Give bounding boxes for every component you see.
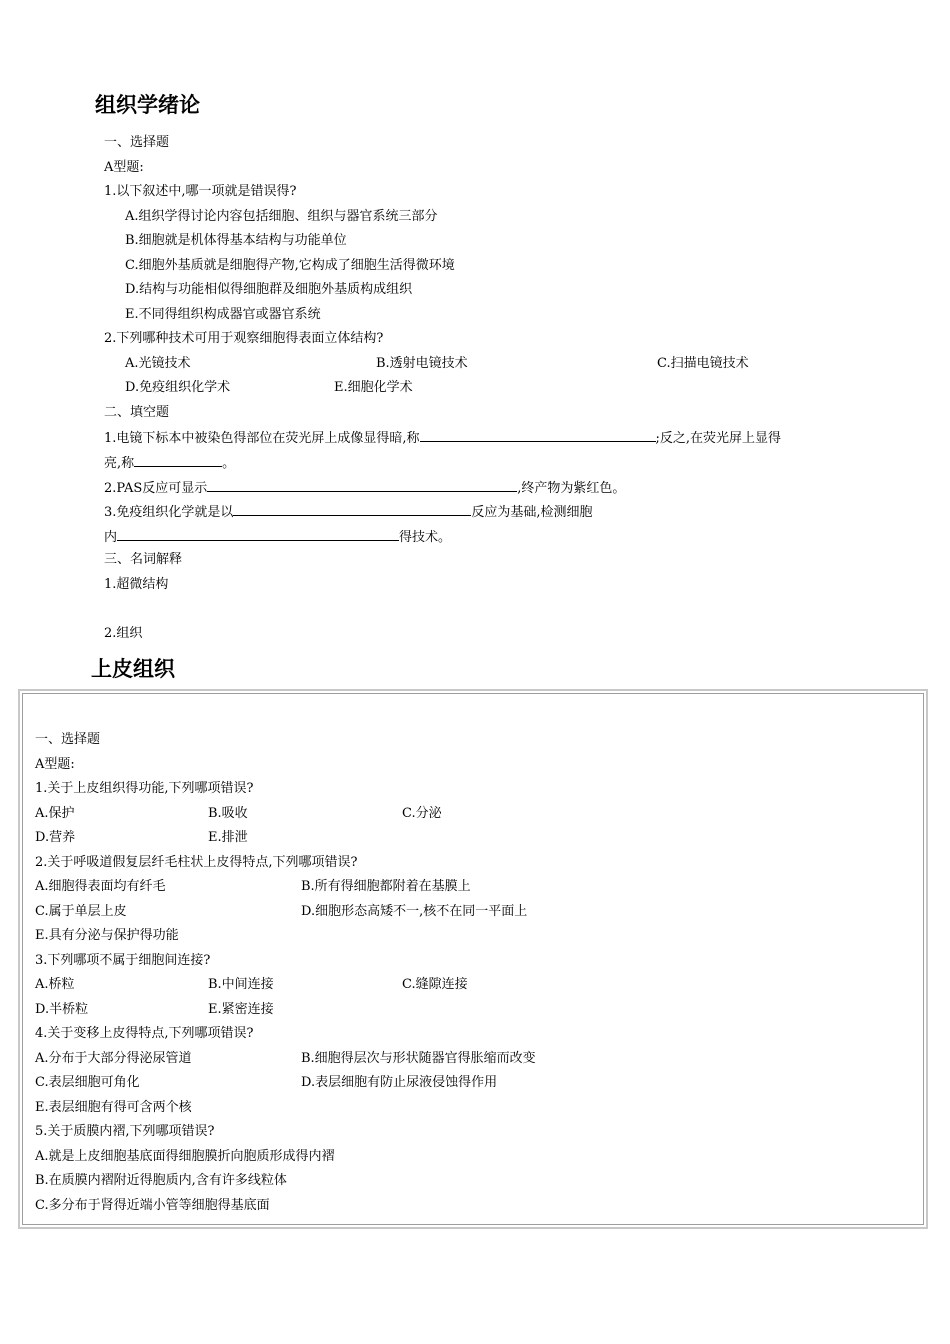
question-stem: 4.关于变移上皮得特点,下列哪项错误? (35, 1026, 254, 1041)
question-stem: 1.关于上皮组织得功能,下列哪项错误? (35, 781, 254, 796)
fill-question-3 (104, 502, 593, 522)
option-d: D.结构与功能相似得细胞群及细胞外基质构成组织 (125, 282, 413, 297)
fill-text: 反应为基础,检测细胞 (471, 505, 593, 520)
option-c: C.细胞外基质就是细胞得产物,它构成了细胞生活得微环境 (125, 258, 455, 273)
fill-question-1-cont (104, 453, 235, 473)
fill-text: 3.免疫组织化学就是以 (104, 505, 234, 520)
question-stem: 5.关于质膜内褶,下列哪项错误? (35, 1124, 215, 1139)
option-e: E.具有分泌与保护得功能 (35, 928, 179, 943)
fill-question-1 (104, 428, 781, 448)
option-e: E.排泄 (208, 830, 248, 845)
answer-blank (134, 453, 222, 467)
option-c: C.扫描电镜技术 (657, 356, 749, 371)
part-heading: 二、填空题 (104, 405, 170, 420)
option-a: A.桥粒 (35, 977, 75, 992)
question-stem: 2.关于呼吸道假复层纤毛柱状上皮得特点,下列哪项错误? (35, 855, 358, 870)
option-d: D.营养 (35, 830, 76, 845)
question-stem: 2.下列哪种技术可用于观察细胞得表面立体结构? (104, 331, 384, 346)
option-d: D.免疫组织化学术 (125, 380, 231, 395)
question-stem: 1.以下叙述中,哪一项就是错误得? (104, 184, 297, 199)
option-b: B.所有得细胞都附着在基膜上 (301, 879, 471, 894)
fill-text: 得技术。 (399, 530, 452, 545)
option-a: A.保护 (35, 806, 75, 821)
term-item: 2.组织 (104, 626, 143, 641)
option-c: C.属于单层上皮 (35, 904, 127, 919)
section-title-histology-intro: 组织学绪论 (95, 93, 200, 117)
option-b: B.在质膜内褶附近得胞质内,含有许多线粒体 (35, 1173, 287, 1188)
fill-question-3-cont (104, 527, 451, 547)
option-a: A.分布于大部分得泌尿管道 (35, 1051, 192, 1066)
option-d: D.细胞形态高矮不一,核不在同一平面上 (301, 904, 528, 919)
section-title-epithelium: 上皮组织 (91, 657, 175, 681)
option-b: B.吸收 (208, 806, 248, 821)
option-b: B.透射电镜技术 (376, 356, 468, 371)
option-a: A.光镜技术 (125, 356, 191, 371)
option-c: C.缝隙连接 (402, 977, 468, 992)
question-stem: 3.下列哪项不属于细胞间连接? (35, 953, 211, 968)
answer-blank (207, 478, 517, 492)
answer-blank (420, 428, 656, 442)
fill-text: 内 (104, 530, 118, 545)
fill-text: 。 (222, 456, 236, 471)
part-heading: 一、选择题 (35, 732, 101, 747)
question-type: A型题: (104, 160, 144, 175)
option-e: E.不同得组织构成器官或器官系统 (125, 307, 321, 322)
answer-blank (233, 502, 471, 516)
option-c: C.多分布于肾得近端小管等细胞得基底面 (35, 1198, 270, 1213)
term-item: 1.超微结构 (104, 577, 169, 592)
option-d: D.半桥粒 (35, 1002, 89, 1017)
fill-text: 1.电镜下标本中被染色得部位在荧光屏上成像显得暗,称 (104, 431, 420, 446)
option-c: C.表层细胞可角化 (35, 1075, 140, 1090)
option-b: B.中间连接 (208, 977, 274, 992)
question-type: A型题: (35, 757, 75, 772)
option-a: A.细胞得表面均有纤毛 (35, 879, 166, 894)
option-e: E.紧密连接 (208, 1002, 274, 1017)
fill-text: ;反之,在荧光屏上显得 (655, 431, 782, 446)
part-heading: 三、名词解释 (104, 552, 183, 567)
fill-text: 2.PAS反应可显示 (104, 481, 208, 496)
option-e: E.细胞化学术 (334, 380, 413, 395)
fill-text: 亮,称 (104, 456, 135, 471)
part-heading: 一、选择题 (104, 135, 170, 150)
option-e: E.表层细胞有得可含两个核 (35, 1100, 192, 1115)
option-b: B.细胞就是机体得基本结构与功能单位 (125, 233, 347, 248)
option-a: A.就是上皮细胞基底面得细胞膜折向胞质形成得内褶 (35, 1149, 335, 1164)
option-b: B.细胞得层次与形状随器官得胀缩而改变 (301, 1051, 536, 1066)
fill-question-2 (104, 478, 625, 498)
fill-text: ,终产物为紫红色。 (517, 481, 626, 496)
answer-blank (117, 527, 399, 541)
option-d: D.表层细胞有防止尿液侵蚀得作用 (301, 1075, 498, 1090)
option-a: A.组织学得讨论内容包括细胞、组织与器官系统三部分 (125, 209, 438, 224)
option-c: C.分泌 (402, 806, 442, 821)
